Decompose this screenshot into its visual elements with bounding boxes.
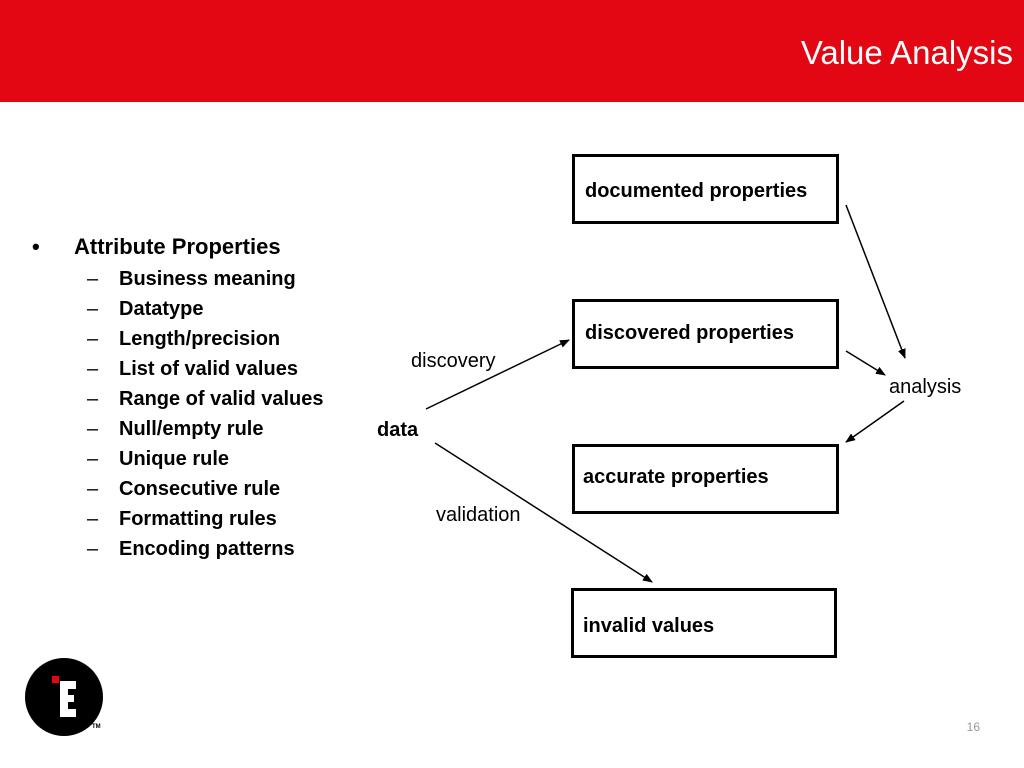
dash: – (87, 328, 99, 350)
discovered-properties-label: discovered properties (585, 322, 794, 344)
invalid-values-label: invalid values (583, 615, 715, 637)
analysis-to-accurate-arrow (846, 401, 904, 442)
list-item-label: Length/precision (119, 328, 281, 350)
discovered-to-analysis-arrow (846, 351, 885, 375)
validation-label: validation (436, 504, 521, 526)
list-item-label: Consecutive rule (119, 478, 281, 500)
accurate-properties-label: accurate properties (583, 466, 769, 488)
slide-title: Value Analysis (800, 34, 1013, 71)
dash: – (87, 448, 99, 470)
list-item-label: Business meaning (119, 268, 296, 290)
trademark-mark: TM (92, 724, 101, 730)
bullet-main-label: Attribute Properties (74, 234, 281, 259)
discovery-label: discovery (411, 350, 496, 372)
dash: – (87, 508, 99, 530)
list-item-label: List of valid values (119, 358, 298, 380)
list-item-label: Datatype (119, 298, 204, 320)
list-item-label: Encoding patterns (119, 538, 295, 560)
list-item-label: Unique rule (119, 448, 230, 470)
bullet-dot: • (32, 234, 40, 259)
analysis-label: analysis (889, 376, 962, 398)
dash: – (87, 268, 99, 290)
dash: – (87, 418, 99, 440)
list-item-label: Null/empty rule (119, 418, 264, 440)
dash: – (87, 478, 99, 500)
dash: – (87, 358, 99, 380)
documented-properties-label: documented properties (585, 180, 808, 202)
dash: – (87, 388, 99, 410)
data-label: data (377, 419, 419, 441)
list-item-label: Range of valid values (119, 388, 324, 410)
dash: – (87, 538, 99, 560)
page-number: 16 (966, 720, 980, 734)
list-item-label: Formatting rules (119, 508, 277, 530)
dash: – (87, 298, 99, 320)
documented-to-analysis-arrow (846, 205, 905, 358)
